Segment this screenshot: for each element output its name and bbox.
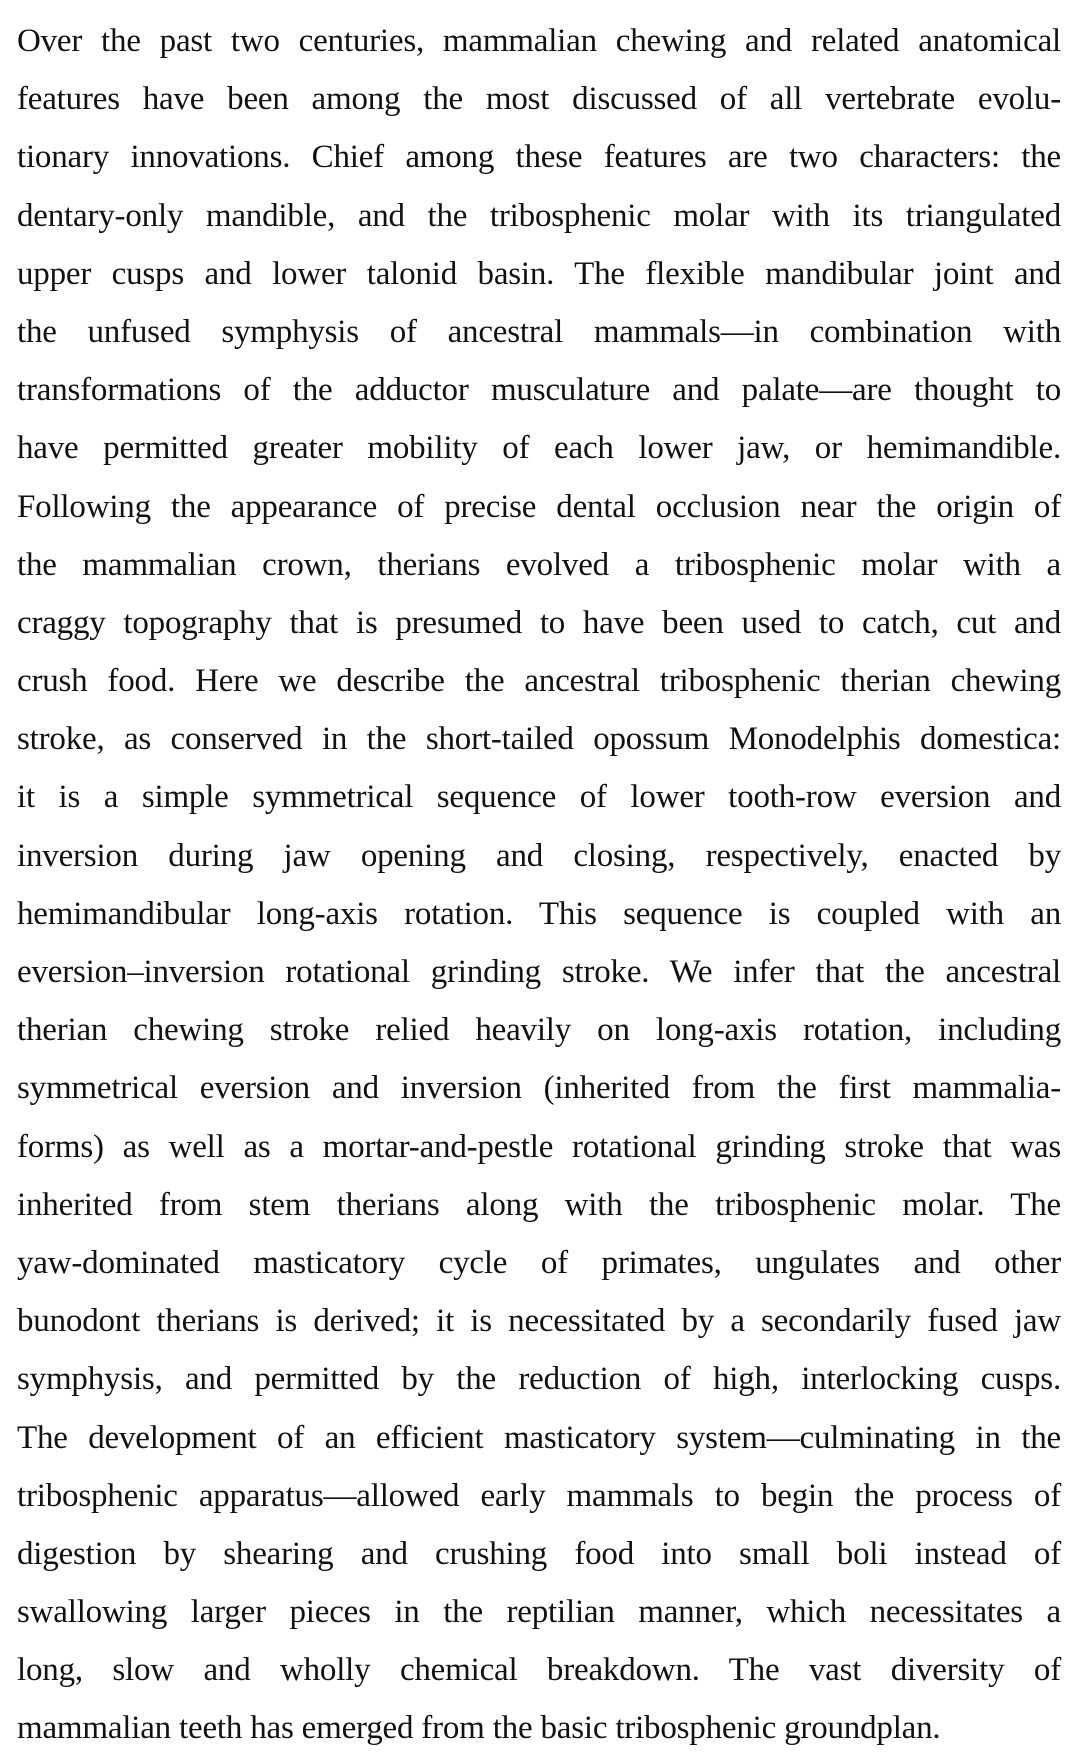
text-line: yaw-dominated masticatory cycle of primates, ungulates and other [17, 1244, 1061, 1281]
abstract-paragraph [17, 12, 1061, 1758]
text-line: The development of an efficient masticatory system—culminating in the [17, 1419, 1061, 1456]
text-line: crush food. Here we describe the ancestral tribosphenic therian chewing [17, 663, 1061, 700]
text-line: digestion by shearing and crushing food into small boli instead of [17, 1535, 1061, 1572]
text-line: therian chewing stroke relied heavily on long-axis rotation, including [17, 1012, 1061, 1049]
text-line: tribosphenic apparatus—allowed early mammals to begin the process of [17, 1477, 1061, 1514]
text-line: inherited from stem therians along with the tribosphenic molar. The [17, 1186, 1061, 1223]
text-line: symphysis, and permitted by the reduction of high, interlocking cusps. [17, 1361, 1061, 1398]
text-line: have permitted greater mobility of each lower jaw, or hemimandible. [17, 430, 1061, 467]
text-line: transformations of the adductor musculature and palate—are thought to [17, 372, 1061, 409]
text-line: dentary-only mandible, and the tribosphenic molar with its triangulated [17, 197, 1061, 234]
text-line: swallowing larger pieces in the reptilian manner, which necessitates a [17, 1594, 1061, 1631]
text-line: stroke, as conserved in the short-tailed opossum Monodelphis domestica: [17, 721, 1061, 758]
text-line: tionary innovations. Chief among these features are two characters: the [17, 139, 1061, 176]
text-line: long, slow and wholly chemical breakdown. The vast diversity of [17, 1652, 1061, 1689]
text-line: inversion during jaw opening and closing, respectively, enacted by [17, 837, 1061, 874]
text-line: mammalian teeth has emerged from the basic tribosphenic groundplan. [17, 1710, 941, 1747]
text-line: it is a simple symmetrical sequence of lower tooth-row eversion and [17, 779, 1061, 816]
text-line: eversion–inversion rotational grinding stroke. We infer that the ancestral [17, 954, 1061, 990]
text-line: forms) as well as a mortar-and-pestle rotational grinding stroke that was [17, 1128, 1061, 1165]
text-line: Over the past two centuries, mammalian chewing and related anatomical [17, 23, 1061, 59]
text-line: the unfused symphysis of ancestral mammals—in combination with [17, 313, 1061, 350]
text-line: upper cusps and lower talonid basin. The flexible mandibular joint and [17, 255, 1061, 292]
text-line: craggy topography that is presumed to have been used to catch, cut and [17, 604, 1061, 641]
text-line: the mammalian crown, therians evolved a tribosphenic molar with a [17, 546, 1061, 583]
text-line: Following the appearance of precise dental occlusion near the origin of [17, 488, 1061, 525]
text-line: hemimandibular long-axis rotation. This sequence is coupled with an [17, 895, 1061, 932]
text-line: features have been among the most discussed of all vertebrate evolu- [17, 81, 1061, 118]
text-line: bunodont therians is derived; it is necessitated by a secondarily fused jaw [17, 1303, 1061, 1340]
text-line: symmetrical eversion and inversion (inherited from the first mammalia- [17, 1070, 1061, 1107]
